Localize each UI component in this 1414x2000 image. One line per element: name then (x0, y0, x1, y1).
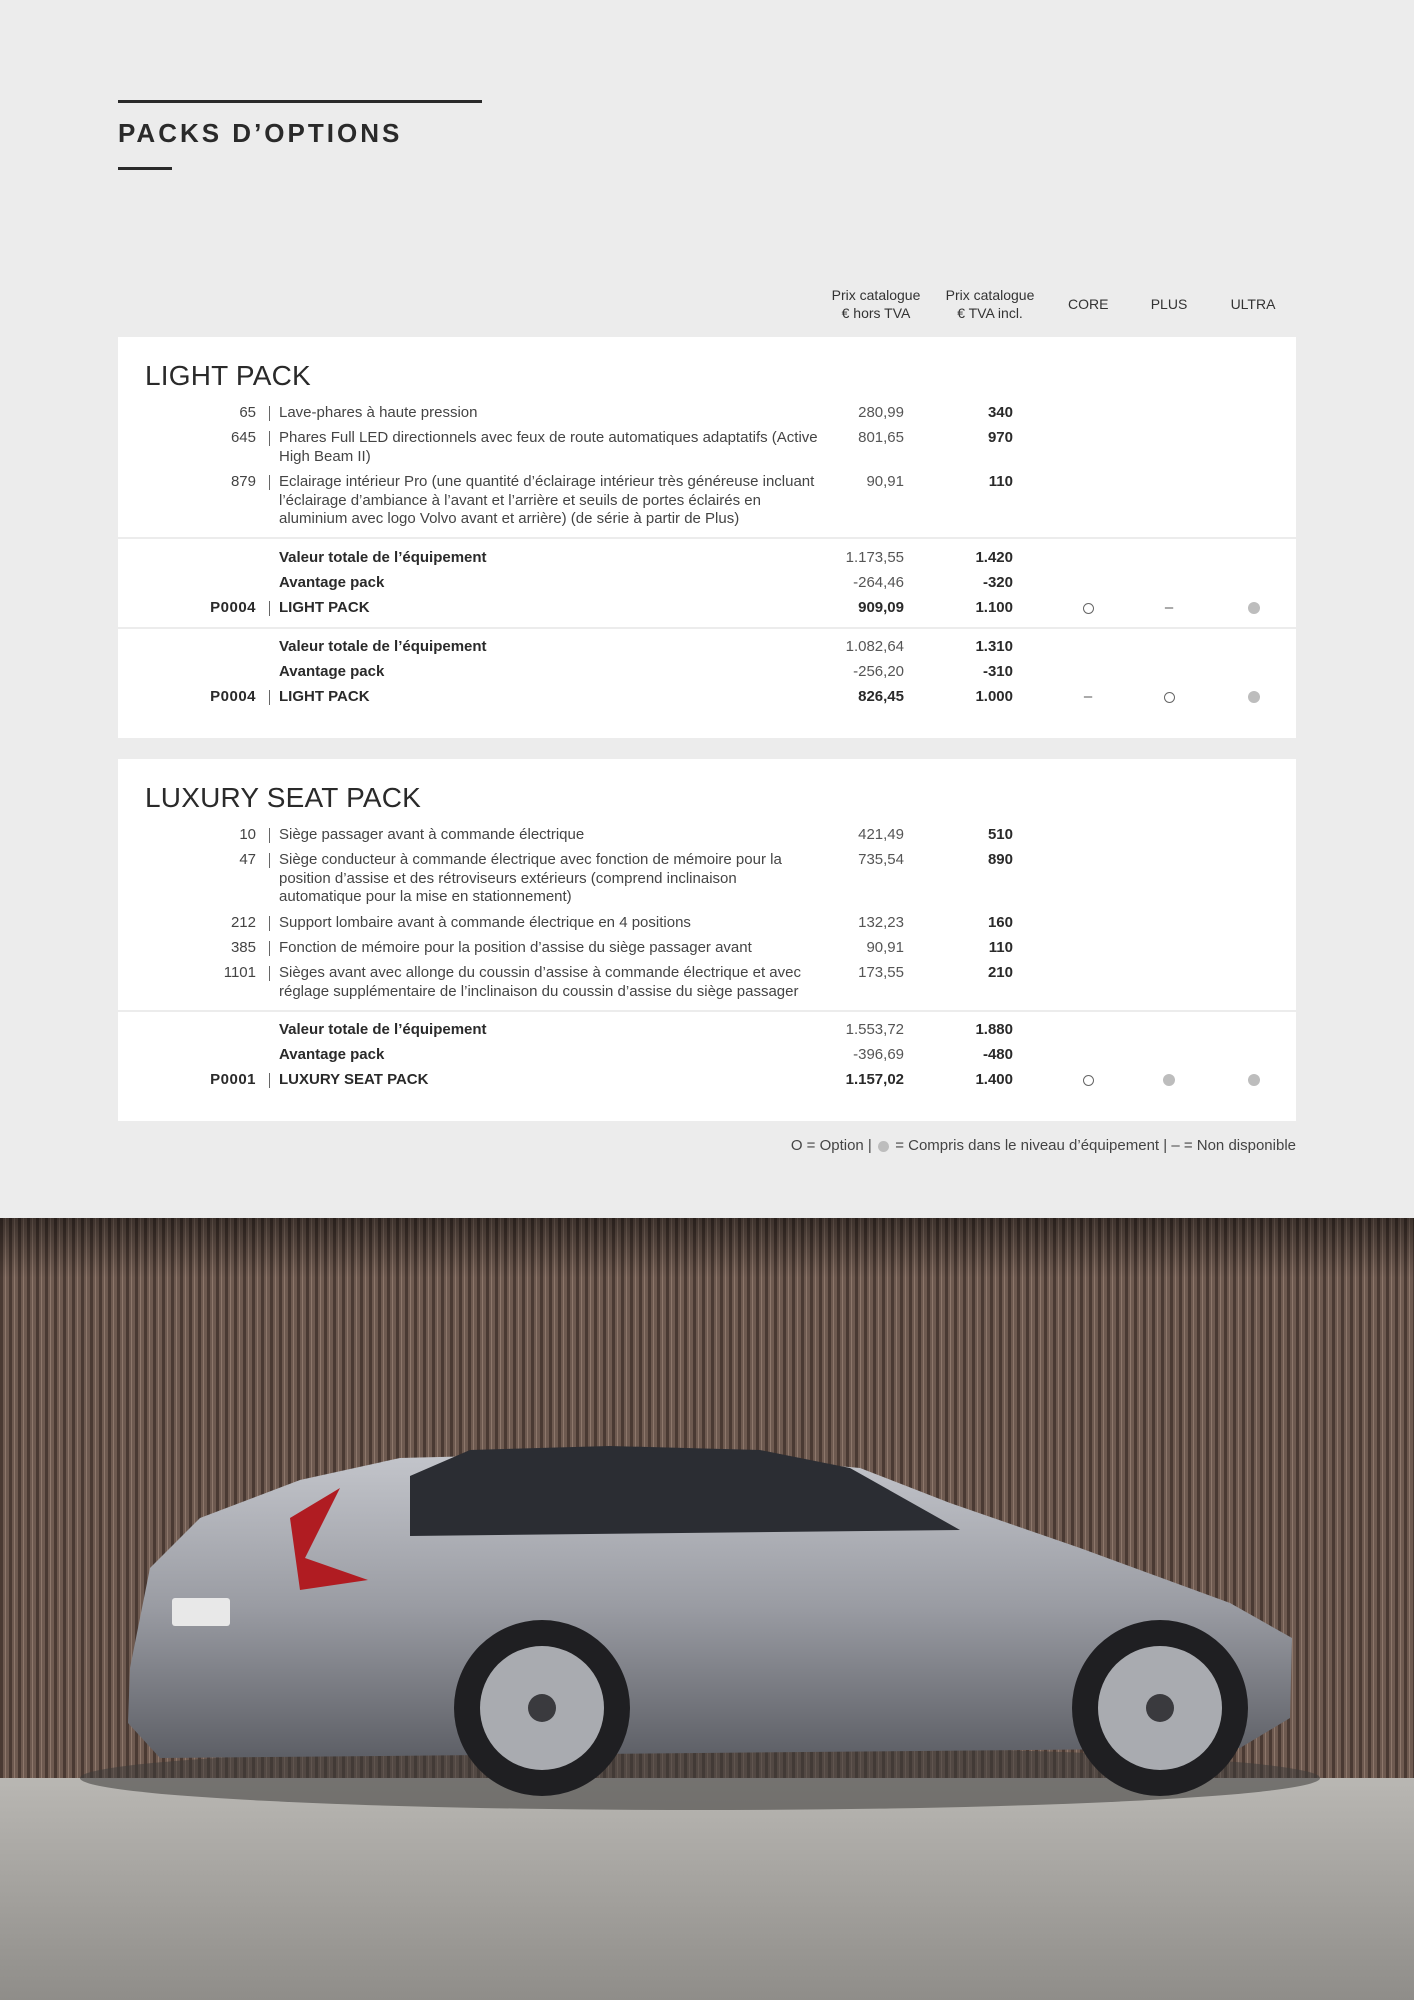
item-description: Support lombaire avant à commande électrique en 4 positions (279, 914, 691, 931)
price-incl: 970 (987, 429, 1013, 446)
item-description: Lave-phares à haute pression (279, 404, 478, 421)
total-price-excl: 1.553,72 (845, 1021, 904, 1038)
pack-code: P0001 (210, 1071, 256, 1088)
item-code: 879 (230, 473, 256, 490)
plus-availability: – (1164, 599, 1174, 616)
separator (269, 1073, 270, 1088)
pack-name: LIGHT PACK (279, 599, 370, 616)
option-icon (1083, 1075, 1094, 1086)
pack-price-excl: 826,45 (858, 688, 904, 705)
separator (269, 690, 270, 705)
item-code: 65 (239, 404, 256, 421)
col-head-price-incl (937, 286, 1043, 322)
luxury-seat-pack-title: LUXURY SEAT PACK (145, 782, 422, 813)
price-incl: 340 (987, 404, 1013, 421)
option-icon (1083, 603, 1094, 614)
plus-availability (1149, 1071, 1189, 1090)
advantage-price-incl: -320 (982, 574, 1013, 591)
pack-price-incl: 1.000 (975, 688, 1013, 705)
price-incl: 110 (988, 939, 1013, 956)
price-incl: 110 (988, 473, 1013, 490)
separator (269, 853, 270, 868)
total-label: Valeur totale de l’équipement (279, 549, 487, 566)
pack-price-excl: 909,09 (858, 599, 904, 616)
item-code: 10 (239, 826, 256, 843)
included-dot-icon (1248, 602, 1260, 614)
roof-shadow (0, 1218, 1414, 1278)
total-price-incl: 1.310 (975, 638, 1013, 655)
ultra-availability (1234, 599, 1274, 618)
advantage-label: Avantage pack (279, 1046, 385, 1063)
ultra-availability (1234, 688, 1274, 707)
separator (269, 406, 270, 421)
separator (269, 431, 270, 446)
legend-included-and-unavailable: = Compris dans le niveau d’équipement | – = Non disponible (895, 1137, 1296, 1154)
price-excl: 280,99 (858, 404, 904, 421)
col-head-price-incl-line1: Prix catalogue (945, 287, 1035, 303)
pack-price-incl: 1.100 (975, 599, 1013, 616)
advantage-label: Avantage pack (279, 574, 385, 591)
pack-code: P0004 (210, 688, 256, 705)
price-excl: 90,91 (866, 473, 904, 490)
luxury-seat-pack-card (118, 759, 1296, 1121)
price-excl: 90,91 (866, 939, 904, 956)
page-title: PACKS D’OPTIONS (118, 118, 403, 148)
plus-availability (1149, 688, 1189, 707)
col-head-core: CORE (1068, 296, 1109, 312)
included-dot-icon (1248, 691, 1260, 703)
advantage-price-excl: -396,69 (853, 1046, 904, 1063)
advantage-price-incl: -480 (982, 1046, 1013, 1063)
option-icon (1164, 692, 1175, 703)
item-description: Siège passager avant à commande électrique (279, 826, 585, 843)
price-excl: 173,55 (858, 964, 904, 981)
title-top-rule (118, 100, 482, 103)
gravel-ground (0, 1778, 1414, 2000)
price-incl: 890 (987, 851, 1013, 868)
col-head-price-excl-line1: Prix catalogue (831, 287, 921, 303)
ultra-availability (1234, 1071, 1274, 1090)
price-incl: 510 (987, 826, 1013, 843)
col-head-ultra: ULTRA (1230, 296, 1276, 312)
pack-name: LIGHT PACK (279, 688, 370, 705)
col-head-plus: PLUS (1150, 296, 1188, 312)
total-label: Valeur totale de l’équipement (279, 638, 487, 655)
item-code: 645 (230, 429, 256, 446)
price-incl: 160 (987, 914, 1013, 931)
rear-hub (528, 1694, 556, 1722)
light-pack-title: LIGHT PACK (145, 360, 311, 391)
price-excl: 801,65 (858, 429, 904, 446)
separator (269, 828, 270, 843)
total-price-excl: 1.173,55 (845, 549, 904, 566)
price-excl: 421,49 (858, 826, 904, 843)
pack-price-incl: 1.400 (975, 1071, 1013, 1088)
item-description: Siège conducteur à commande électrique avec fonction de mémoire pour la position d’assise et des rétroviseurs extérieurs (comprend inclinaison automatique pour la mise en stationnement) (279, 851, 782, 905)
pack-code: P0004 (210, 599, 256, 616)
total-label: Valeur totale de l’équipement (279, 1021, 487, 1038)
advantage-price-excl: -256,20 (853, 663, 904, 680)
pack-price-excl: 1.157,02 (845, 1071, 904, 1088)
item-code: 47 (239, 851, 256, 868)
included-dot-icon (1163, 1074, 1175, 1086)
core-availability (1068, 1071, 1108, 1090)
item-code: 212 (230, 914, 256, 931)
advantage-label: Avantage pack (279, 663, 385, 680)
front-hub (1146, 1694, 1174, 1722)
core-availability: – (1083, 688, 1093, 705)
item-description: Phares Full LED directionnels avec feux de route automatiques adaptatifs (Active High Beam II) (279, 429, 818, 465)
price-incl: 210 (987, 964, 1013, 981)
item-code: 1101 (223, 964, 256, 981)
col-head-price-excl (823, 286, 929, 322)
license-plate (172, 1598, 230, 1626)
core-availability (1068, 599, 1108, 618)
legend-option: O = Option | (790, 1137, 872, 1154)
section-divider (118, 627, 1296, 629)
price-excl: 132,23 (858, 914, 904, 931)
section-divider (118, 1010, 1296, 1012)
item-description: Sièges avant avec allonge du coussin d’assise à commande électrique et avec réglage supplémentaire de l’inclinaison du coussin d’assise du siège passager (279, 964, 801, 1000)
col-head-price-excl-line2: € hors TVA (841, 305, 911, 321)
total-price-incl: 1.420 (975, 549, 1013, 566)
pack-name: LUXURY SEAT PACK (279, 1071, 429, 1088)
light-pack-card (118, 337, 1296, 738)
total-price-excl: 1.082,64 (845, 638, 904, 655)
separator (269, 475, 270, 490)
car-photo (0, 1218, 1414, 2000)
item-description: Fonction de mémoire pour la position d’assise du siège passager avant (279, 939, 752, 956)
advantage-price-excl: -264,46 (853, 574, 904, 591)
item-code: 385 (230, 939, 256, 956)
section-divider (118, 537, 1296, 539)
col-head-price-incl-line2: € TVA incl. (957, 305, 1023, 321)
total-price-incl: 1.880 (975, 1021, 1013, 1038)
price-excl: 735,54 (858, 851, 904, 868)
separator (269, 601, 270, 616)
legend-dot-icon (878, 1141, 889, 1152)
separator (269, 916, 270, 931)
legend (791, 1137, 1296, 1154)
title-bottom-rule (118, 167, 172, 170)
separator (269, 966, 270, 981)
included-dot-icon (1248, 1074, 1260, 1086)
item-description: Eclairage intérieur Pro (une quantité d’éclairage intérieur très généreuse incluant l’éclairage d’ambiance à l’avant et l’arrière et seuils de portes éclairés en aluminium avec logo Volvo avant et arrière) (de série à partir de Plus) (279, 473, 815, 527)
advantage-price-incl: -310 (982, 663, 1013, 680)
separator (269, 941, 270, 956)
